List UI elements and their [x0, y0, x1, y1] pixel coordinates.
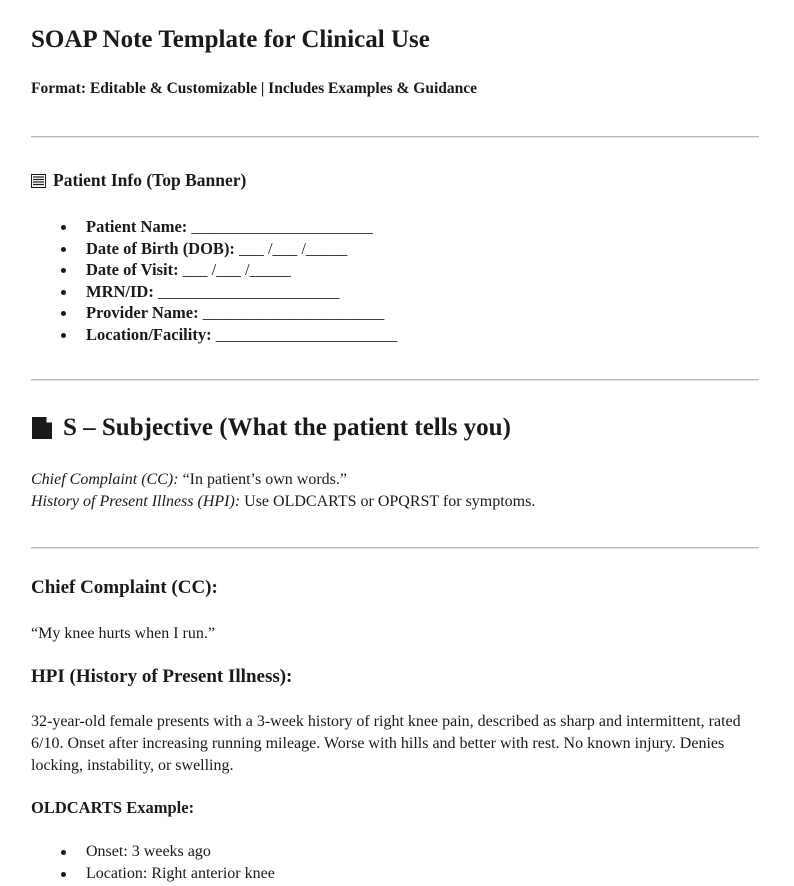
field-label: MRN/ID:	[86, 281, 154, 301]
subjective-heading-text: S – Subjective (What the patient tells you)	[63, 414, 511, 441]
oldcarts-label: Location:	[86, 865, 148, 882]
field-blank[interactable]: ______________________	[215, 324, 398, 344]
document-title: SOAP Note Template for Clinical Use	[31, 26, 430, 53]
field-blank[interactable]: ______________________	[157, 281, 340, 301]
page-icon	[31, 416, 53, 440]
hpi-guidance-line	[31, 491, 535, 513]
field-label: Location/Facility:	[86, 324, 212, 344]
cc-guidance-line	[31, 469, 535, 491]
subjective-guidance	[31, 469, 535, 512]
cc-example: “My knee hurts when I run.”	[31, 625, 215, 642]
field-blank[interactable]: ______________________	[202, 303, 385, 323]
divider	[31, 547, 759, 549]
list-item	[31, 863, 275, 885]
field-date-of-visit[interactable]	[31, 259, 397, 281]
patient-info-fields	[31, 216, 397, 346]
field-patient-name[interactable]	[31, 216, 397, 238]
subjective-heading	[31, 414, 511, 442]
cc-heading: Chief Complaint (CC):	[31, 577, 218, 598]
oldcarts-label: Onset:	[86, 843, 128, 860]
hpi-guidance-text: Use OLDCARTS or OPQRST for symptoms.	[244, 492, 536, 510]
field-label: Provider Name:	[86, 303, 199, 323]
memo-icon	[31, 174, 46, 188]
field-blank[interactable]: ___ /___ /_____	[182, 260, 291, 280]
cc-guidance-text: “In patient’s own words.”	[182, 471, 347, 488]
oldcarts-value: 3 weeks ago	[131, 843, 211, 860]
hpi-example: 32-year-old female presents with a 3-week history of right knee pain, described as sharp and intermittent, rated 6/10. Onset after increasing running mileage. Worse with hills and better with rest. No known injury. Denies locking, instability, or swelling.	[31, 713, 741, 774]
field-label: Patient Name:	[86, 217, 188, 236]
patient-info-heading-text: Patient Info (Top Banner)	[53, 170, 247, 190]
field-dob[interactable]	[31, 238, 397, 260]
oldcarts-heading: OLDCARTS Example:	[31, 798, 195, 817]
patient-info-heading	[31, 170, 246, 191]
list-item	[31, 841, 275, 863]
oldcarts-value: Right anterior knee	[151, 865, 275, 882]
divider	[31, 136, 759, 138]
field-location-facility[interactable]	[31, 324, 397, 346]
field-blank[interactable]: ______________________	[191, 217, 373, 236]
cc-guidance-label: Chief Complaint (CC):	[31, 471, 179, 488]
field-mrn-id[interactable]	[31, 281, 397, 303]
hpi-guidance-label: History of Present Illness (HPI):	[31, 492, 241, 510]
divider	[31, 379, 759, 381]
field-label: Date of Visit:	[86, 260, 179, 280]
hpi-heading: HPI (History of Present Illness):	[31, 666, 293, 687]
oldcarts-list	[31, 841, 275, 885]
field-label: Date of Birth (DOB):	[86, 238, 235, 258]
field-blank[interactable]: ___ /___ /_____	[239, 238, 348, 258]
field-provider-name[interactable]	[31, 302, 397, 324]
format-line: Format: Editable & Customizable | Includes Examples & Guidance	[31, 80, 478, 97]
